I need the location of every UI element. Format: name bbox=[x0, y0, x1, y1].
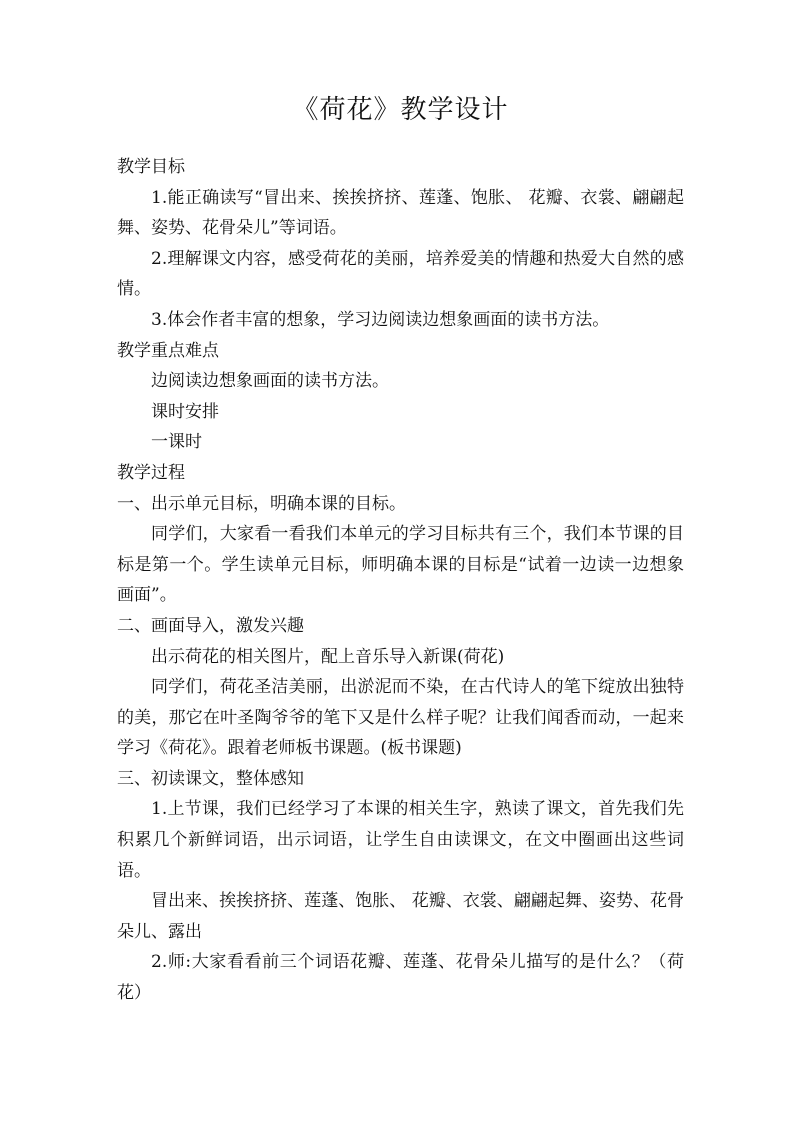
paragraph-schedule-value: 一课时 bbox=[151, 432, 202, 453]
subheading-step-2: 二、画面导入，激发兴趣 bbox=[117, 615, 304, 636]
paragraph-step-3a: 1.上节课，我们已经学习了本课的相关生字，熟读了课文，首先我们先积累几个新鲜词语，出示词语，让学生自由读课文，在文中圈画出这些词语。 bbox=[117, 799, 684, 881]
subheading-step-1: 一、出示单元目标，明确本课的目标。 bbox=[117, 493, 406, 514]
paragraph-goal-3: 3.体会作者丰富的想象，学习边阅读边想象画面的读书方法。 bbox=[151, 309, 610, 330]
document-title: 《荷花》教学设计 bbox=[292, 95, 509, 125]
subheading-step-3: 三、初读课文，整体感知 bbox=[117, 768, 304, 789]
paragraph-step-3b: 2.师:大家看看前三个词语花瓣、莲蓬、花骨朵儿描写的是什么？（荷花） bbox=[117, 952, 684, 1004]
document-body bbox=[117, 152, 684, 1009]
paragraph-goal-2: 2.理解课文内容，感受荷花的美丽，培养爱美的情趣和热爱大自然的感情。 bbox=[117, 248, 684, 300]
section-heading-teaching-goals: 教学目标 bbox=[117, 157, 185, 177]
paragraph-key-point: 边阅读边想象画面的读书方法。 bbox=[151, 371, 389, 392]
paragraph-step-1: 同学们，大家看一看我们本单元的学习目标共有三个，我们本节课的目标是第一个。学生读单元目标，师明确本课的目标是“试着一边读一边想象画面”。 bbox=[117, 524, 684, 606]
paragraph-step-2a: 出示荷花的相关图片，配上音乐导入新课(荷花) bbox=[151, 646, 505, 667]
paragraph-schedule-label: 课时安排 bbox=[151, 401, 219, 422]
paragraph-goal-1: 1.能正确读写“冒出来、挨挨挤挤、莲蓬、饱胀、 花瓣、衣裳、翩翩起舞、姿势、花骨朵儿”等词语。 bbox=[117, 187, 684, 239]
section-heading-key-points: 教学重点难点 bbox=[117, 340, 219, 361]
paragraph-step-2b: 同学们，荷花圣洁美丽，出淤泥而不染，在古代诗人的笔下绽放出独特的美，那它在叶圣陶爷爷的笔下又是什么样子呢？让我们闻香而动，一起来学习《荷花》。跟着老师板书课题。(板书课题) bbox=[117, 677, 684, 759]
section-heading-process: 教学过程 bbox=[117, 462, 185, 483]
paragraph-step-3-words: 冒出来、挨挨挤挤、莲蓬、饱胀、 花瓣、衣裳、翩翩起舞、姿势、花骨朵儿、露出 bbox=[117, 891, 684, 942]
